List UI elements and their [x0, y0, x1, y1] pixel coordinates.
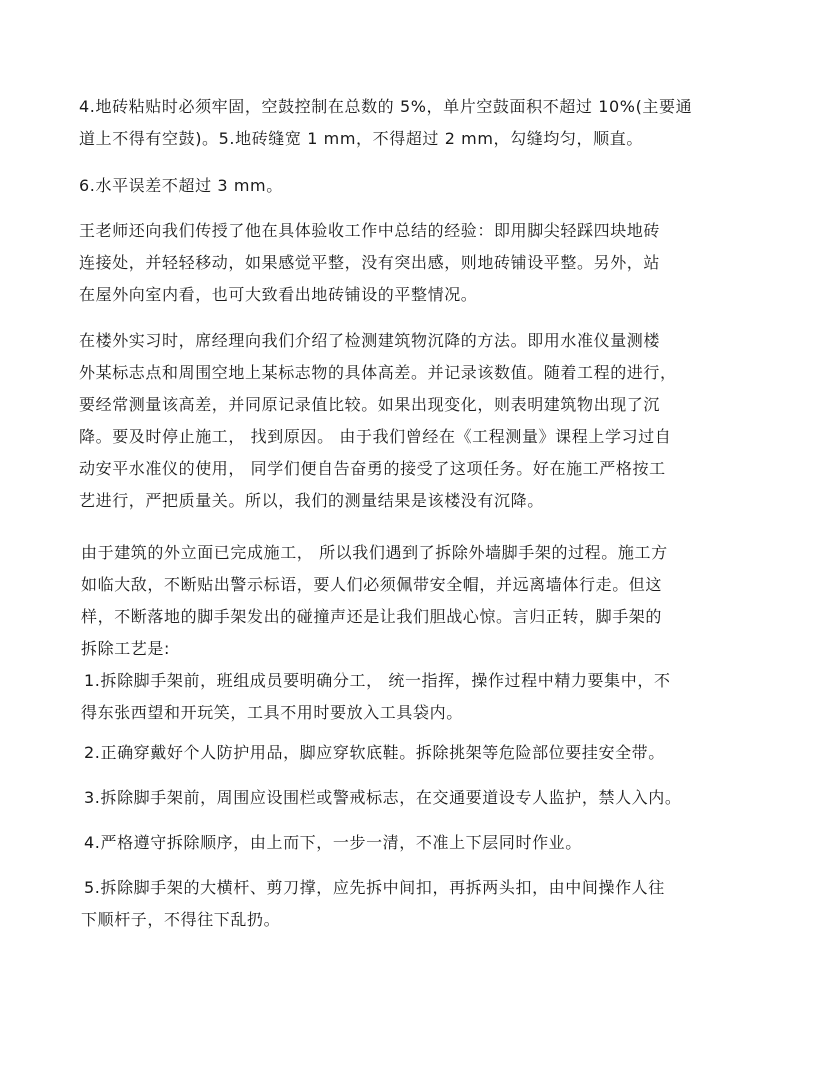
paragraph-teacher-experience [79, 215, 660, 311]
paragraph-scaffold-removal [81, 537, 671, 729]
text-line: 王老师还向我们传授了他在具体验收工作中总结的经验：即用脚尖轻踩四块地砖 [79, 221, 661, 240]
text-line: 在屋外向室内看，也可大致看出地砖铺设的平整情况。 [79, 285, 478, 304]
text-line: 连接处，并轻轻移动，如果感觉平整，没有突出感，则地砖铺设平整。另外，站 [79, 253, 661, 272]
text-line: 样，不断落地的脚手架发出的碰撞声还是让我们胆战心惊。言归正转，脚手架的 [81, 607, 663, 626]
text-line: 道上不得有空鼓)。5.地砖缝宽 1 mm，不得超过 2 mm，勾缝均匀，顺直。 [79, 129, 643, 148]
text-line: 艺进行，严把质量关。所以，我们的测量结果是该楼没有沉降。 [79, 491, 544, 510]
text-line: 如临大敌，不断贴出警示标语，要人们必须佩带安全帽，并远离墙体行走。但这 [81, 575, 663, 594]
text-line: 5.拆除脚手架的大横杆、剪刀撑，应先拆中间扣，再拆两头扣，由中间操作人往 [84, 878, 665, 897]
text-line: 降。要及时停止施工， 找到原因。 由于我们曾经在《工程测量》课程上学习过自 [79, 427, 672, 446]
text-line: 拆除工艺是: [81, 639, 170, 658]
text-line: 由于建筑的外立面已完成施工， 所以我们遇到了拆除外墙脚手架的过程。施工方 [81, 543, 668, 562]
text-line: 要经常测量该高差，并同原记录值比较。如果出现变化，则表明建筑物出现了沉 [79, 395, 661, 414]
text-line: 2.正确穿戴好个人防护用品，脚应穿软底鞋。拆除挑架等危险部位要挂安全带。 [84, 743, 665, 762]
paragraph-level-error [79, 170, 283, 202]
text-line: 在楼外实习时，席经理向我们介绍了检测建筑物沉降的方法。即用水准仪量测楼 [79, 331, 661, 350]
text-line: 得东张西望和开玩笑，工具不用时要放入工具袋内。 [81, 703, 463, 722]
text-line: 外某标志点和周围空地上某标志物的具体高差。并记录该数值。随着工程的进行， [79, 363, 677, 382]
paragraph-crossbar-removal [81, 872, 665, 936]
text-line: 4.严格遵守拆除顺序，由上而下，一步一清，不准上下层同时作业。 [84, 833, 582, 852]
text-line: 下顺杆子，不得往下乱扔。 [81, 910, 281, 929]
paragraph-removal-order [84, 827, 582, 859]
paragraph-protective-gear [84, 737, 665, 769]
text-line: 4.地砖粘贴时必须牢固，空鼓控制在总数的 5%，单片空鼓面积不超过 10%(主要通 [79, 97, 693, 116]
text-line: 动安平水准仪的使用， 同学们便自告奋勇的接受了这项任务。好在施工严格按工 [79, 459, 666, 478]
paragraph-tile-standards [79, 91, 692, 155]
paragraph-barrier-warning [84, 782, 681, 814]
text-line: 6.水平误差不超过 3 mm。 [79, 176, 283, 195]
text-line: 1.拆除脚手架前，班组成员要明确分工， 统一指挥，操作过程中精力要集中，不 [84, 671, 671, 690]
text-line: 3.拆除脚手架前，周围应设围栏或警戒标志，在交通要道设专人监护，禁人入内。 [84, 788, 682, 807]
paragraph-settlement-measurement [79, 325, 677, 517]
